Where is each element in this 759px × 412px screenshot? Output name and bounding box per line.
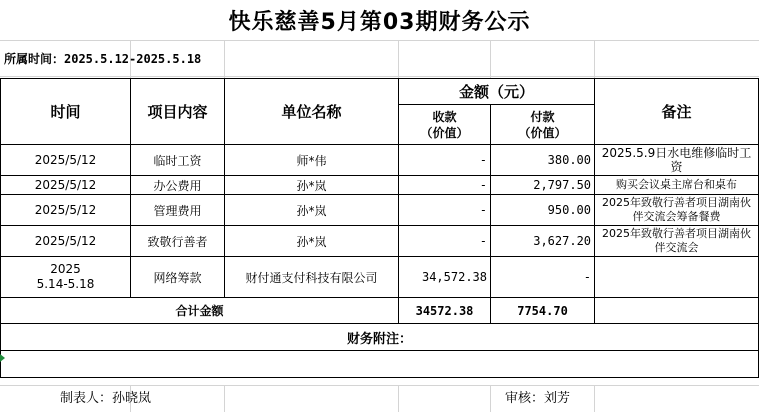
cell-remark — [595, 257, 759, 298]
header-row — [1, 79, 759, 105]
cell-income: - — [399, 195, 491, 226]
finance-table — [0, 78, 759, 378]
gridline — [490, 40, 491, 78]
cell-expense: 2,797.50 — [491, 176, 595, 195]
cell-time: 2025/5/12 — [1, 195, 131, 226]
cell-remark: 2025年致敬行善者项目湖南伙伴交流会 — [595, 226, 759, 257]
finance-note-row — [1, 324, 759, 351]
table-row — [1, 257, 759, 298]
gridline — [224, 385, 225, 412]
total-row — [1, 298, 759, 324]
header-income — [399, 105, 491, 145]
gridline — [224, 40, 225, 78]
cell-remark: 2025.5.9日水电维修临时工资 — [595, 145, 759, 176]
header-expense-line1: 付款 — [530, 109, 555, 124]
header-income-line1: 收款 — [432, 109, 457, 124]
gridline — [398, 40, 399, 78]
finance-note-label: 财务附注： — [1, 324, 759, 351]
header-item: 项目内容 — [131, 79, 225, 145]
total-remark — [595, 298, 759, 324]
cell-item: 管理费用 — [131, 195, 225, 226]
cell-time: 2025/5/12 — [1, 145, 131, 176]
table-row — [1, 226, 759, 257]
gridline — [490, 385, 491, 412]
cell-item: 网络筹款 — [131, 257, 225, 298]
header-expense — [491, 105, 595, 145]
cell-unit: 孙*岚 — [225, 195, 399, 226]
header-income-line2: （价值） — [420, 125, 469, 140]
finance-note-content — [1, 351, 759, 378]
cell-income: 34,572.38 — [399, 257, 491, 298]
cell-expense: - — [491, 257, 595, 298]
cell-item: 办公费用 — [131, 176, 225, 195]
cell-item: 临时工资 — [131, 145, 225, 176]
cell-expense: 380.00 — [491, 145, 595, 176]
cell-remark: 购买会议桌主席台和桌布 — [595, 176, 759, 195]
cell-time: 2025/5/12 — [1, 226, 131, 257]
cell-time-line1: 2025 — [50, 262, 81, 276]
cell-income: - — [399, 176, 491, 195]
cell-expense: 3,627.20 — [491, 226, 595, 257]
period-label: 所属时间：2025.5.12-2025.5.18 — [4, 52, 202, 66]
gridline — [0, 76, 759, 77]
finance-note-body — [1, 351, 759, 378]
cell-unit: 孙*岚 — [225, 176, 399, 195]
total-income: 34572.38 — [399, 298, 491, 324]
cell-time — [1, 257, 131, 298]
preparer-label: 制表人：孙晓岚 — [60, 391, 152, 406]
cell-unit: 财付通支付科技有限公司 — [225, 257, 399, 298]
header-expense-line2: （价值） — [518, 125, 567, 140]
header-remark: 备注 — [595, 79, 759, 145]
cell-time: 2025/5/12 — [1, 176, 131, 195]
cell-unit: 孙*岚 — [225, 226, 399, 257]
header-unit: 单位名称 — [225, 79, 399, 145]
gridline — [398, 385, 399, 412]
header-time: 时间 — [1, 79, 131, 145]
gridline — [594, 385, 595, 412]
cell-remark: 2025年致敬行善者项目湖南伙伴交流会筹备餐费 — [595, 195, 759, 226]
cell-item: 致敬行善者 — [131, 226, 225, 257]
cell-income: - — [399, 145, 491, 176]
cell-expense: 950.00 — [491, 195, 595, 226]
cell-comment-marker — [0, 354, 5, 362]
table-row — [1, 176, 759, 195]
total-label: 合计金额 — [1, 298, 399, 324]
gridline — [594, 40, 595, 78]
table-row — [1, 145, 759, 176]
gridline — [0, 385, 759, 386]
cell-time-line2: 5.14-5.18 — [36, 277, 95, 291]
table-row — [1, 195, 759, 226]
header-amount: 金额（元） — [399, 79, 595, 105]
cell-income: - — [399, 226, 491, 257]
total-expense: 7754.70 — [491, 298, 595, 324]
report-title: 快乐慈善5月第03期财务公示 — [228, 9, 531, 35]
reviewer-label: 审核：刘芳 — [505, 391, 571, 406]
gridline — [0, 40, 759, 41]
cell-unit: 师*伟 — [225, 145, 399, 176]
